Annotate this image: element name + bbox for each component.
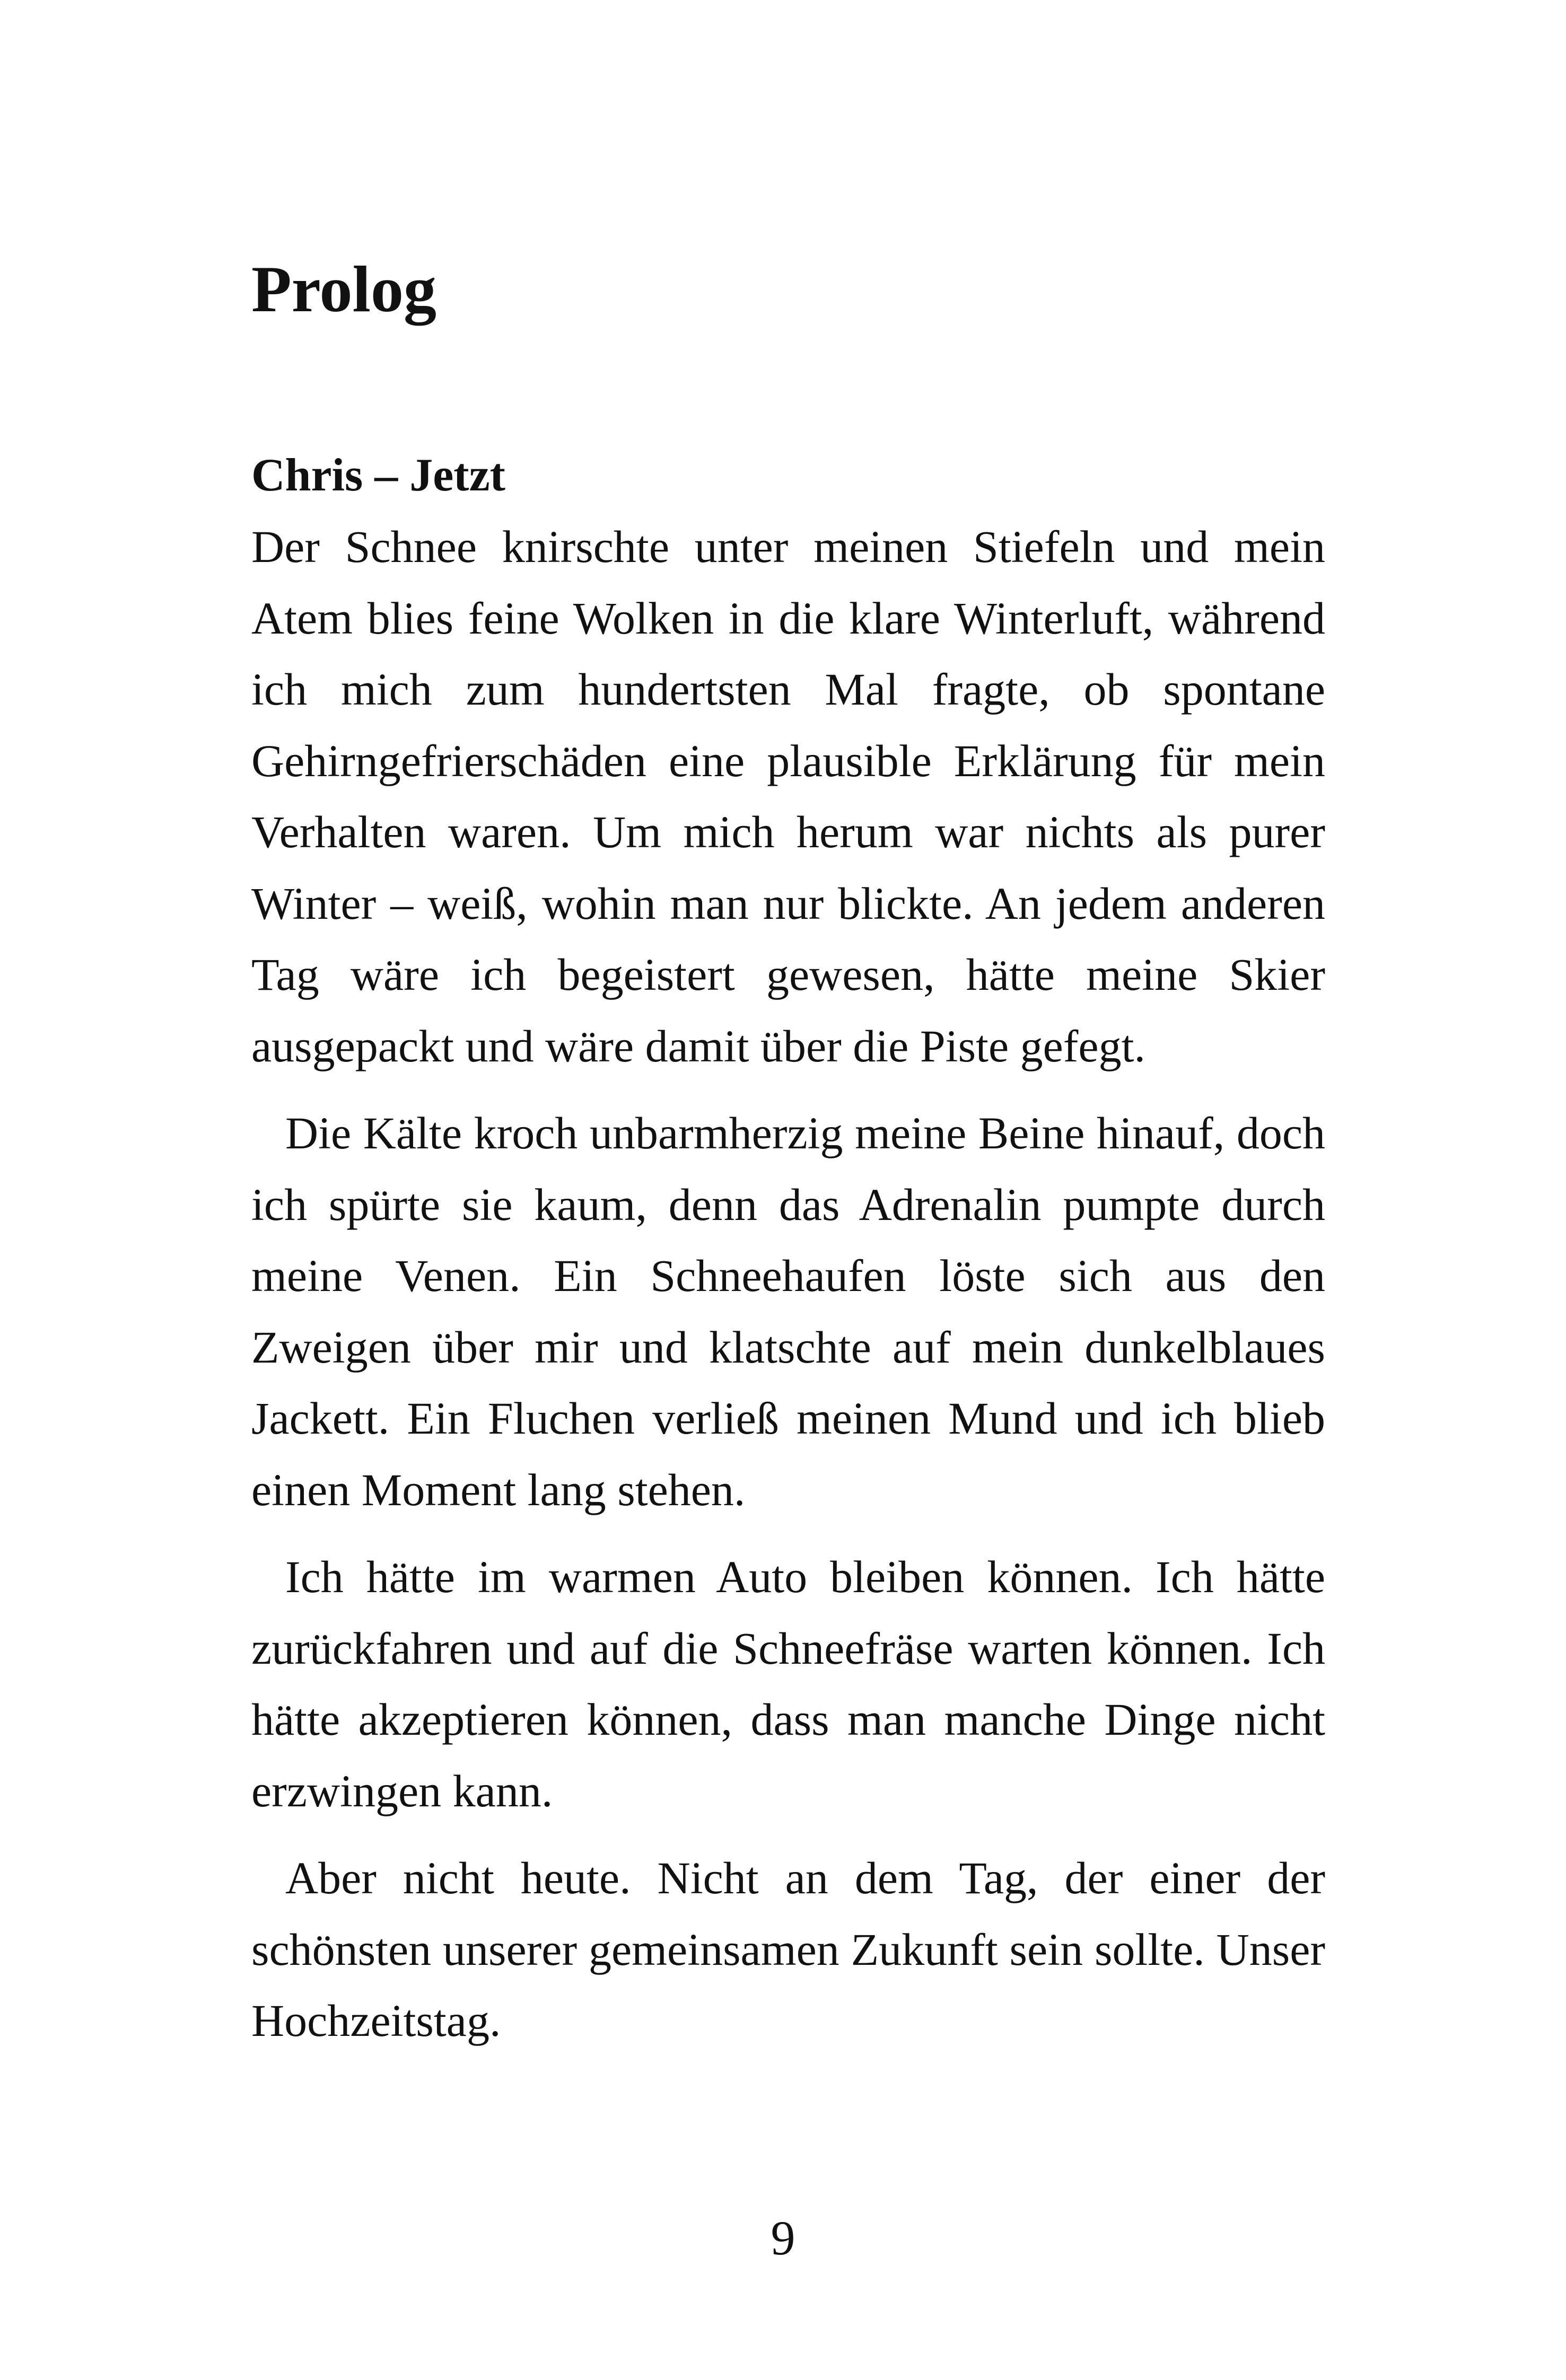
text-block — [251, 440, 1325, 2057]
chapter-title: Prolog — [251, 253, 436, 326]
page-number: 9 — [771, 2211, 795, 2265]
paragraph-2: Die Kälte kroch unbarmherzig meine Beine hinauf, doch ich spürte sie kaum, denn das Adrenalin pumpte durch meine Venen. Ein Schneehaufen löste sich aus den Zweigen über mir und klatschte auf mein dunkelblaues Jackett. Ein Fluchen verließ meinen Mund und ich blieb einen Moment lang stehen. — [251, 1108, 1325, 1515]
paragraph-3: Ich hätte im warmen Auto bleiben können. Ich hätte zurückfahren und auf die Schneefräse warten können. Ich hätte akzeptieren können, dass man manche Dinge nicht erzwingen kann. — [251, 1551, 1325, 1816]
paragraph-4: Aber nicht heute. Nicht an dem Tag, der einer der schönsten unserer gemeinsamen Zukunft sein sollte. Unser Hochzeitstag. — [251, 1852, 1325, 2046]
section-heading: Chris – Jetzt — [251, 450, 505, 501]
paragraph-1: Der Schnee knirschte unter meinen Stiefeln und mein Atem blies feine Wolken in die klare Winterluft, während ich mich zum hundertsten Mal fragte, ob spontane Gehirngefrierschäden eine plausible Erklärung für mein Verhalten waren. Um mich herum war nichts als purer Winter – weiß, wohin man nur blickte. An jedem anderen Tag wäre ich begeistert gewesen, hätte meine Skier ausgepackt und wäre damit über die Piste gefegt. — [251, 521, 1325, 1072]
